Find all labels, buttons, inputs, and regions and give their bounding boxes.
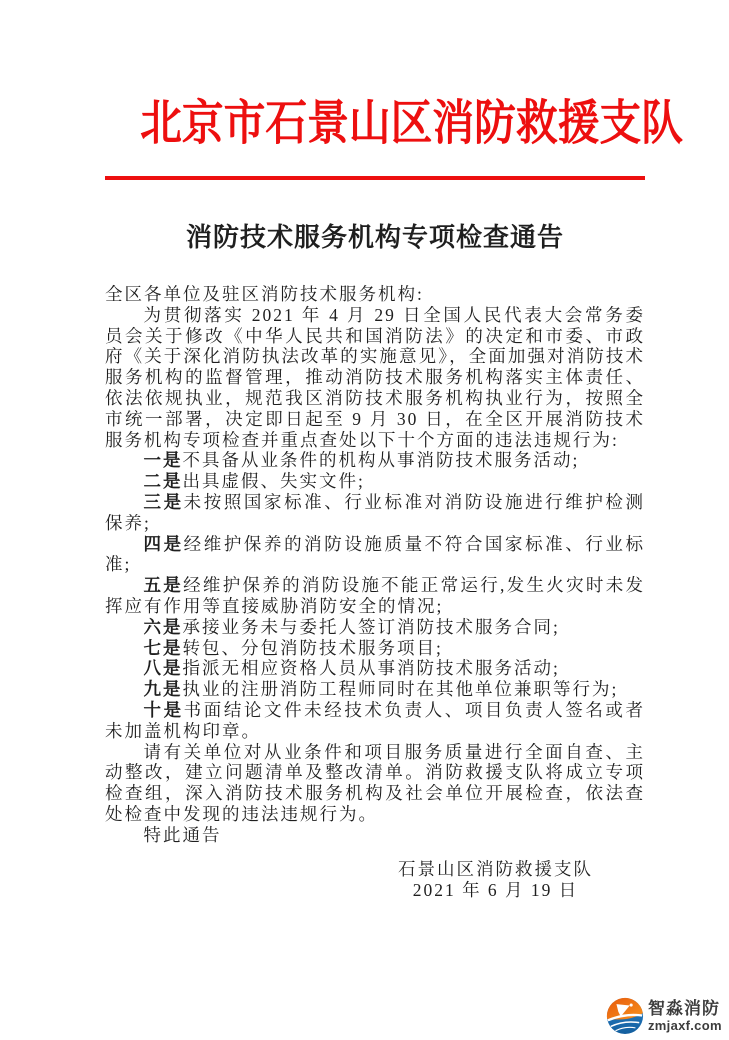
item-number-prefix: 七是 xyxy=(143,637,183,658)
salutation: 全区各单位及驻区消防技术服务机构: xyxy=(105,284,424,304)
intro-paragraph: 为贯彻落实 2021 年 4 月 29 日全国人民代表大会常务委员会关于修改《中华人民共和国消防法》的决定和市委、市政府《关于深化消防执法改革的实施意见》，全面加强对消防技术服务机构的监督管理，推动消防技术服务机构落实主体责任、依法依规执业，规范我区消防技术服务机构执业行为，按照全市统一部署，决定即日起至 9 月 30 日，在全区开展消防技术服务机构专项检查并重点查处以下十个方面的违法违规行为: xyxy=(105,304,645,450)
content-column xyxy=(105,89,683,902)
item-text: 未按照国家标准、行业标准对消防设施进行维护检测保养; xyxy=(105,491,646,533)
notice-item xyxy=(105,658,645,679)
watermark-brand: 智淼消防 xyxy=(648,999,720,1018)
item-number-prefix: 一是 xyxy=(143,450,183,471)
notice-item xyxy=(105,492,645,534)
masthead-divider xyxy=(105,176,645,180)
item-text: 不具备从业条件的机构从事消防技术服务活动; xyxy=(182,450,580,471)
signature-date: 2021 年 6 月 19 日 xyxy=(412,880,579,901)
item-number-prefix: 二是 xyxy=(143,471,183,492)
item-text: 执业的注册消防工程师同时在其他单位兼职等行为; xyxy=(182,679,619,700)
item-text: 指派无相应资格人员从事消防技术服务活动; xyxy=(182,658,560,679)
notice-item xyxy=(105,700,645,742)
watermark xyxy=(606,997,722,1035)
item-text: 经维护保养的消防设施不能正常运行,发生火灾时未发挥应有作用等直接威胁消防安全的情况; xyxy=(105,575,646,616)
notice-item xyxy=(105,575,645,617)
notice-item xyxy=(105,617,645,638)
item-text: 承接业务未与委托人签订消防技术服务合同; xyxy=(182,616,560,637)
watermark-site: zmjaxf.com xyxy=(648,1018,722,1033)
item-number-prefix: 十是 xyxy=(143,699,184,720)
item-number-prefix: 三是 xyxy=(143,491,184,512)
document-title: 消防技术服务机构专项检查通告 xyxy=(185,223,564,252)
closing-paragraph: 请有关单位对从业条件和项目服务质量进行全面自查、主动整改，建立问题清单及整改清单。消防救援支队将成立专项检查组，深入消防技术服务机构及社会单位开展检查，依法查处检查中发现的违法违规行为。 xyxy=(105,741,645,824)
agency-masthead-title: 北京市石景山区消防救援支队 xyxy=(140,97,683,150)
final-note: 特此通告 xyxy=(143,824,222,845)
signature-org: 石景山区消防救援支队 xyxy=(398,858,593,879)
signature-block xyxy=(388,859,603,902)
item-text: 出具虚假、失实文件; xyxy=(182,471,365,492)
zhimiao-fire-logo-icon xyxy=(606,997,644,1035)
notice-item xyxy=(105,679,645,700)
item-number-prefix: 四是 xyxy=(143,533,184,554)
item-number-prefix: 五是 xyxy=(143,575,184,596)
item-number-prefix: 九是 xyxy=(143,679,183,700)
notice-item xyxy=(105,638,645,659)
watermark-text xyxy=(648,999,722,1033)
item-number-prefix: 八是 xyxy=(143,658,183,679)
notice-item xyxy=(105,450,645,471)
notice-body xyxy=(105,284,645,846)
item-text: 经维护保养的消防设施质量不符合国家标准、行业标准; xyxy=(105,533,646,575)
item-text: 转包、分包消防技术服务项目; xyxy=(182,637,443,658)
notice-item xyxy=(105,471,645,492)
notice-item xyxy=(105,534,645,576)
item-number-prefix: 六是 xyxy=(143,616,183,637)
item-text: 书面结论文件未经技术负责人、项目负责人签名或者未加盖机构印章。 xyxy=(105,699,646,741)
